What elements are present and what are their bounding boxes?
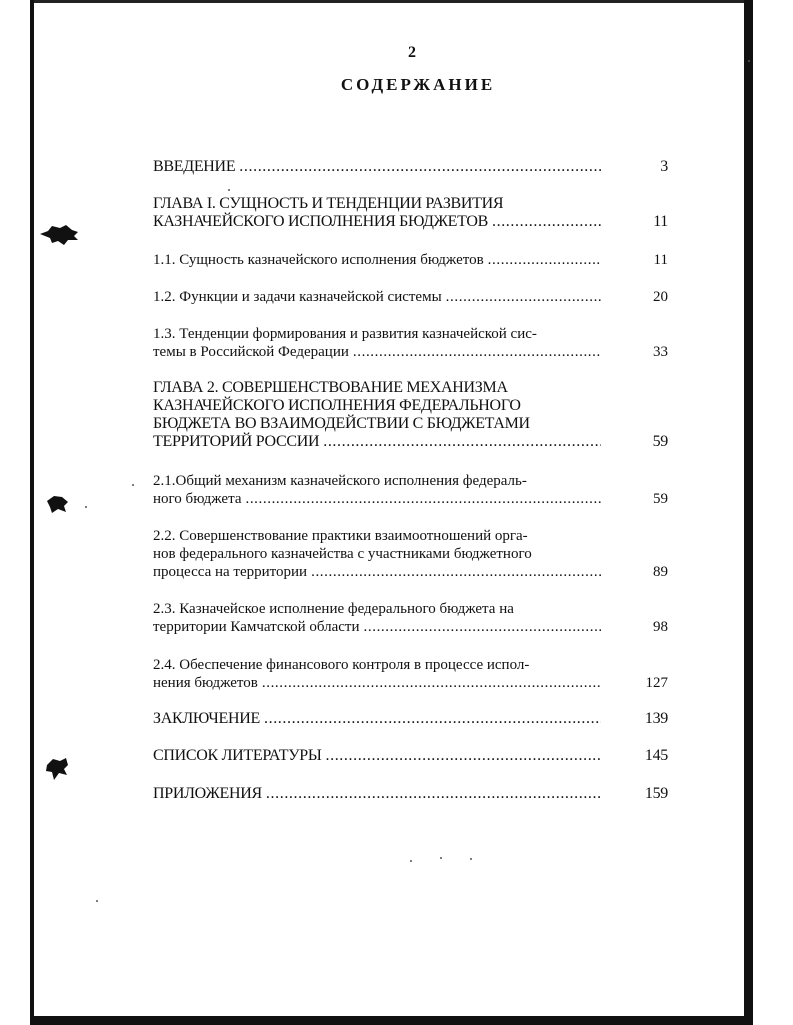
toc-entry-line: ЗАКЛЮЧЕНИЕ ..... <box>153 710 601 728</box>
toc-entry-chapter-2 <box>153 379 668 451</box>
leader-dots <box>326 747 602 765</box>
toc-page-number: 11 <box>653 213 668 230</box>
toc-page-number: 139 <box>644 710 668 727</box>
toc-page-number: 20 <box>653 289 668 305</box>
toc-entry-section-2-3 <box>153 600 668 636</box>
scan-border-right <box>744 0 753 1025</box>
toc-entry-bibliography <box>153 747 668 765</box>
toc-entry-line: КАЗНАЧЕЙСКОГО ИСПОЛНЕНИЯ ФЕДЕРАЛЬНОГО <box>153 397 521 414</box>
leader-dots <box>492 213 601 231</box>
toc-entry-line: 2.3. Казначейское исполнение федерального бюджета на <box>153 601 514 617</box>
scan-speck <box>85 506 87 508</box>
toc-entry-line: ГЛАВА 2. СОВЕРШЕНСТВОВАНИЕ МЕХАНИЗМА <box>153 379 508 396</box>
leader-dots <box>323 433 601 451</box>
toc-entry-chapter-1 <box>153 195 668 231</box>
toc-page-number: 59 <box>652 433 668 450</box>
leader-dots <box>446 288 601 306</box>
ink-blot-icon <box>44 492 74 516</box>
toc-entry-line: ВВЕДЕНИЕ ..... <box>153 158 601 176</box>
toc-entry-line: 2.2. Совершенствование практики взаимоотношений орга- <box>153 528 528 544</box>
leader-dots <box>311 563 601 581</box>
toc-entry-appendices <box>153 785 668 803</box>
toc-entry-section-1-3 <box>153 325 668 361</box>
toc-page-number: 3 <box>660 158 668 175</box>
toc-entry-line: территории Камчатской области ..... <box>153 618 601 636</box>
leader-dots <box>245 490 601 508</box>
leader-dots <box>353 343 601 361</box>
toc-page-number: 159 <box>644 785 668 802</box>
toc-entry-line: нения бюджетов ..... <box>153 674 601 692</box>
toc-entry-line: КАЗНАЧЕЙСКОГО ИСПОЛНЕНИЯ БЮДЖЕТОВ ..... <box>153 213 601 231</box>
leader-dots <box>262 674 601 692</box>
toc-entry-line: ного бюджета ..... <box>153 490 601 508</box>
scan-speck <box>748 60 750 62</box>
toc-entry-line: нов федерального казначейства с участниками бюджетного <box>153 546 532 562</box>
ink-blot-icon <box>44 755 72 783</box>
leader-dots <box>488 251 601 269</box>
toc-entry-section-2-2 <box>153 527 668 581</box>
scan-speck <box>228 189 230 191</box>
toc-page-number: 145 <box>644 747 668 764</box>
toc-entry-line: 1.1. Сущность казначейского исполнения бюджетов ..... <box>153 251 601 269</box>
toc-entry-conclusion <box>153 710 668 728</box>
scan-speck <box>410 860 412 862</box>
toc-entry-line: СПИСОК ЛИТЕРАТУРЫ ..... <box>153 747 601 765</box>
toc-entry-line: ГЛАВА I. СУЩНОСТЬ И ТЕНДЕНЦИИ РАЗВИТИЯ <box>153 195 504 212</box>
scan-border-bottom <box>30 1016 753 1025</box>
toc-entry-section-2-4 <box>153 656 668 692</box>
ink-blot-icon <box>38 222 82 248</box>
toc-page-number: 127 <box>645 675 668 691</box>
toc-entry-line: БЮДЖЕТА ВО ВЗАИМОДЕЙСТВИИ С БЮДЖЕТАМИ <box>153 415 530 432</box>
scan-speck <box>440 857 442 859</box>
scan-border-top <box>30 0 753 3</box>
toc-entry-line: 2.4. Обеспечение финансового контроля в процессе испол- <box>153 657 530 673</box>
toc-page-number: 11 <box>653 252 668 268</box>
toc-entry-line: 1.2. Функции и задачи казначейской системы ..... <box>153 288 601 306</box>
toc-title: СОДЕРЖАНИЕ <box>340 75 496 94</box>
scan-speck <box>132 484 134 486</box>
toc-entry-line: ПРИЛОЖЕНИЯ ..... <box>153 785 601 803</box>
toc-entry-section-2-1 <box>153 472 668 508</box>
toc-page-number: 98 <box>653 619 668 635</box>
toc-entry-line: ТЕРРИТОРИЙ РОССИИ ..... <box>153 433 601 451</box>
scan-border-left <box>30 0 34 1025</box>
leader-dots <box>364 618 601 636</box>
toc-entry-line: 1.3. Тенденции формирования и развития казначейской сис- <box>153 326 537 342</box>
toc-entry-line: темы в Российской Федерации ..... <box>153 343 601 361</box>
toc-page-number: 33 <box>653 344 668 360</box>
toc-entry-section-1-2 <box>153 288 668 306</box>
leader-dots <box>264 710 601 728</box>
toc-page-number: 89 <box>653 564 668 580</box>
toc-entry-section-1-1 <box>153 251 668 269</box>
page-number: 2 <box>408 44 416 61</box>
toc-entry-introduction <box>153 158 668 176</box>
scan-speck <box>96 900 98 902</box>
scan-speck <box>470 858 472 860</box>
toc-page-number: 59 <box>653 491 668 507</box>
toc-entry-line: процесса на территории ..... <box>153 563 601 581</box>
leader-dots <box>266 785 601 803</box>
toc-entry-line: 2.1.Общий механизм казначейского исполнения федераль- <box>153 473 527 489</box>
leader-dots <box>239 158 601 176</box>
